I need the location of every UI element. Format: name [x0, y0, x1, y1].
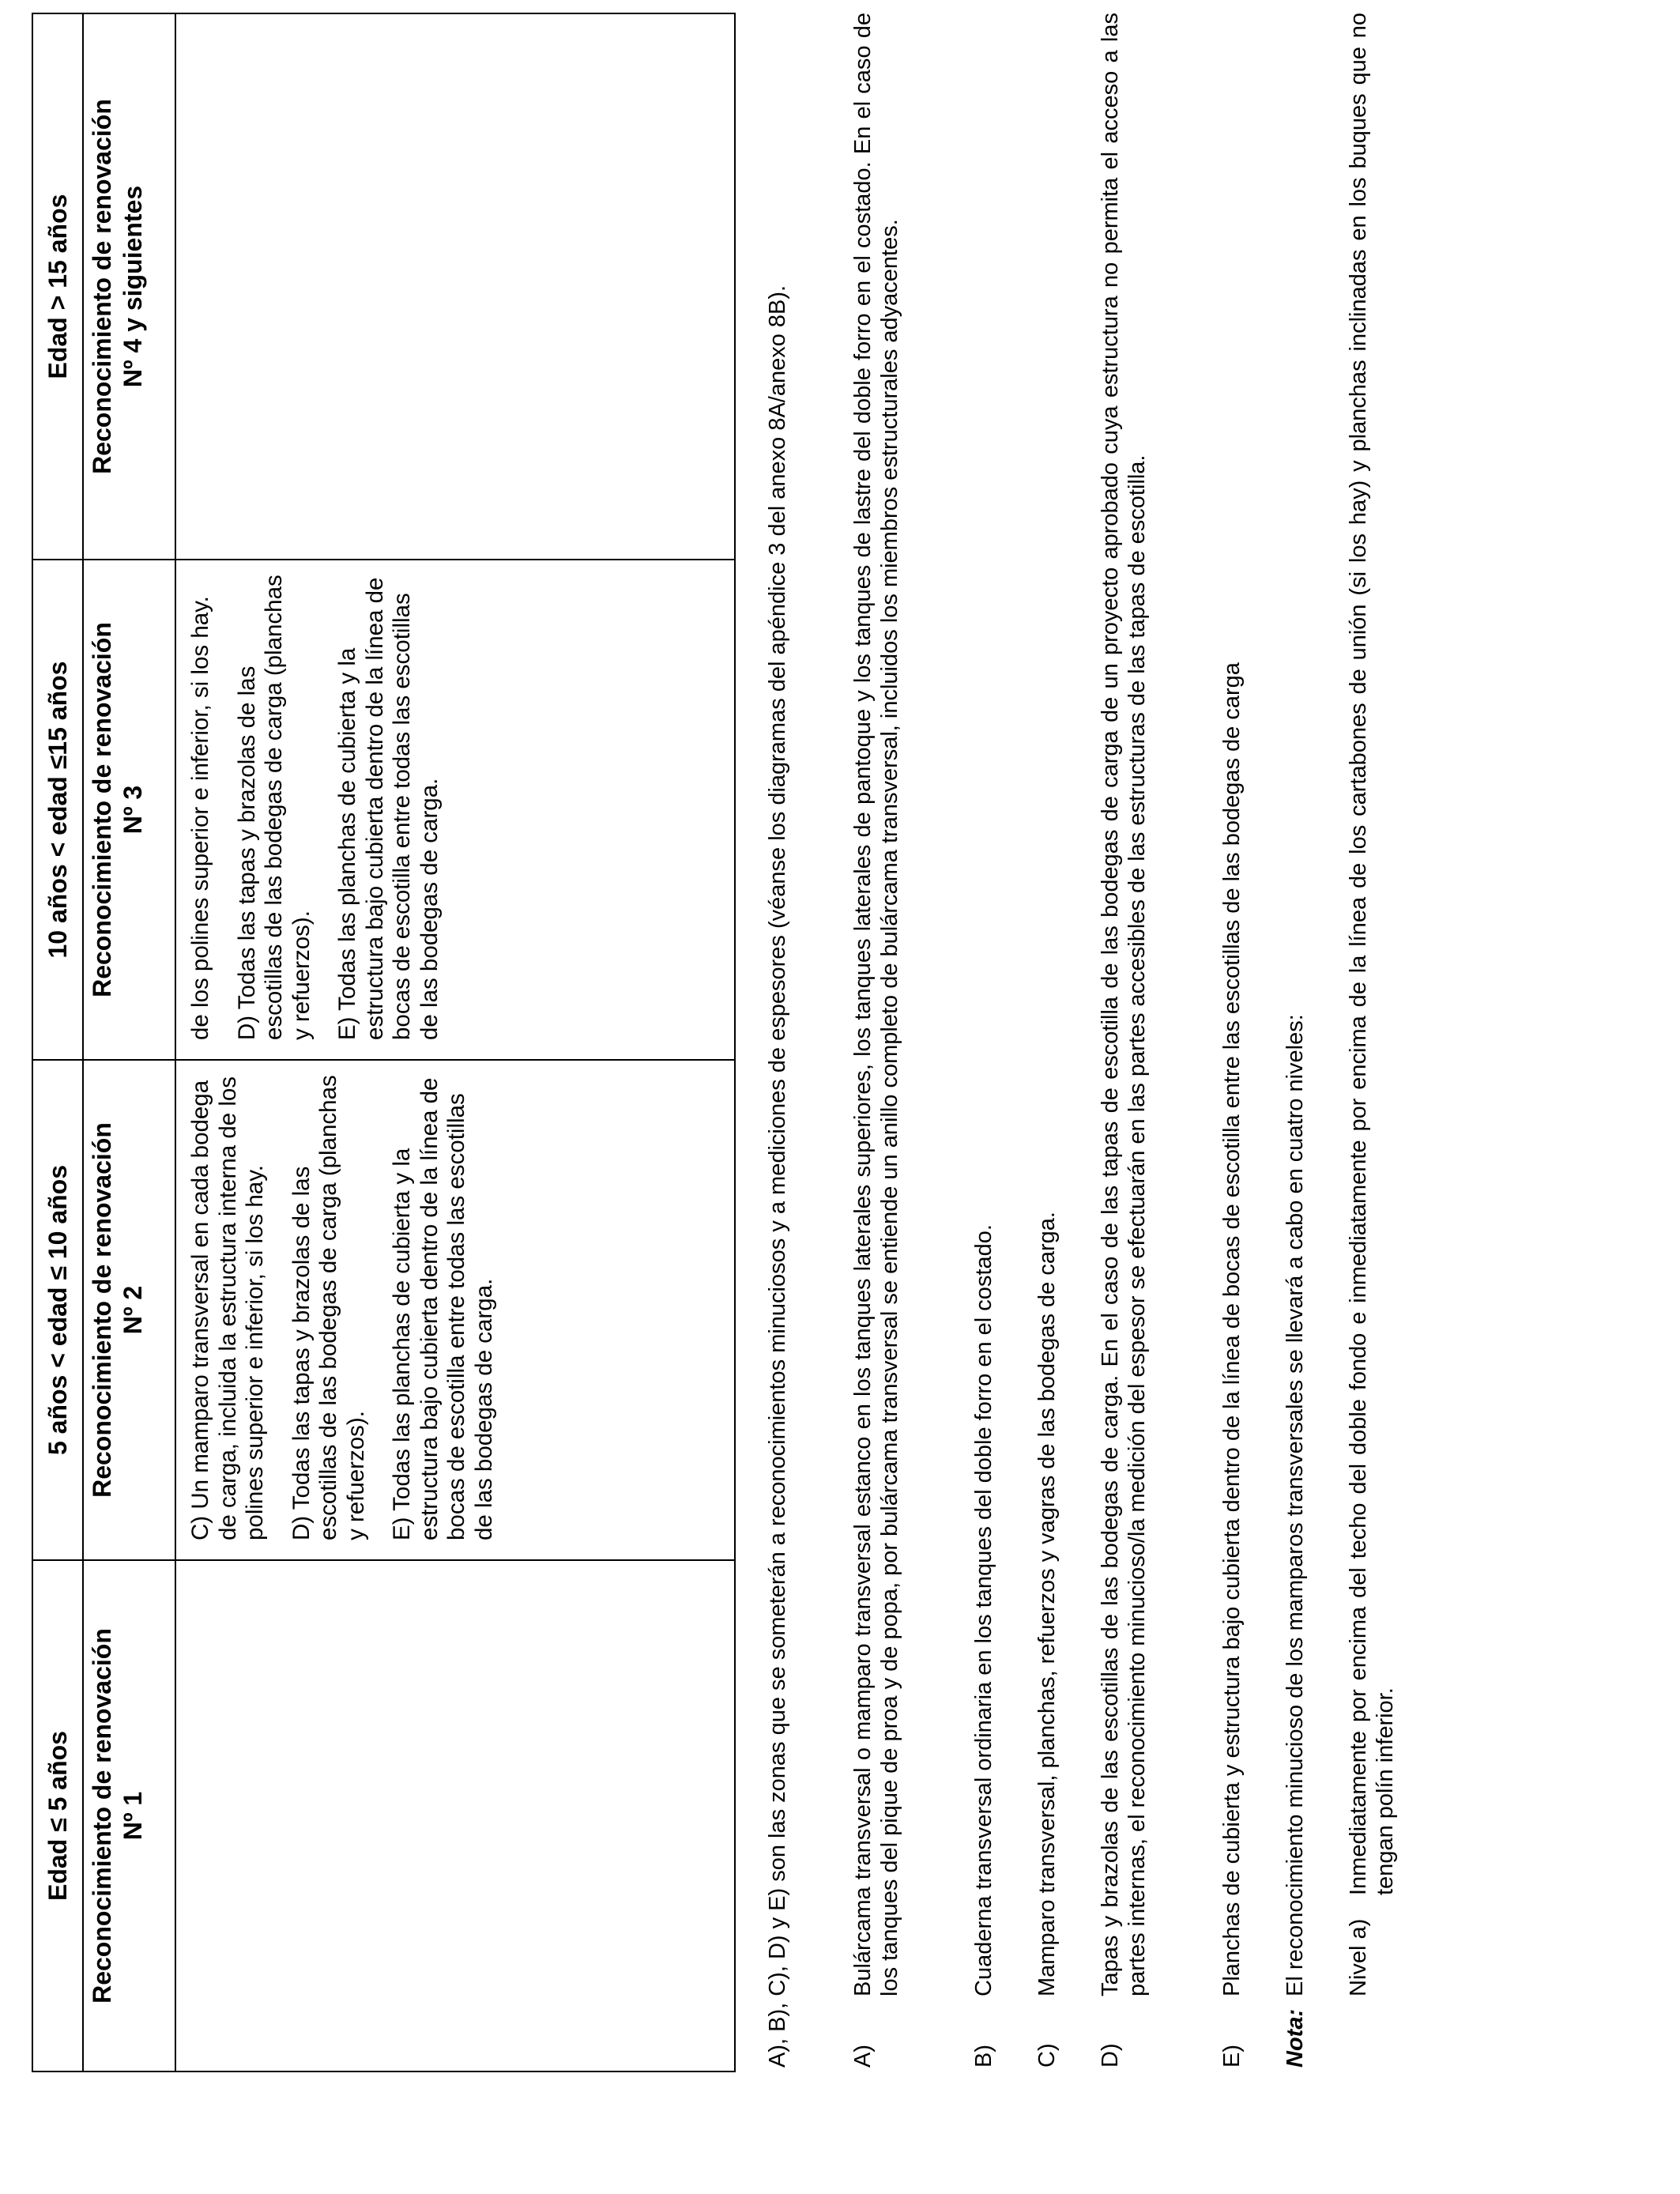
table-column-4 [33, 14, 734, 560]
survey-number: Nº 2 [119, 1285, 147, 1335]
cell-paragraph: D) Todas las tapas y brazolas de las escotillas de las bodegas de carga (planchas y refuerzos). [288, 1075, 369, 1540]
table-cell [176, 1061, 734, 1559]
item-text: Cuaderna transversal ordinaria en los tanques del doble forro en el costado. [971, 1224, 996, 1996]
level-label: Nivel a) [1346, 1918, 1371, 1996]
cell-paragraph: E) Todas las planchas de cubierta y la estructura bajo cubierta dentro de la línea de bocas de escotilla entre todas las escotillas de las bodegas de carga. [389, 1077, 497, 1540]
column-survey-header [84, 1561, 176, 2071]
item-text: Bulárcama transversal o mamparo transversal estanco en los tanques laterales superiores, los tanques laterales de pantoque y los tanques de lastre del doble forro en el costado. En el caso de los tanques del pique de proa y de popa, por bulárcama transversal se entiende un anillo completo de bulárcama transversal, incluidos los miembros estructurales adyacentes. [850, 13, 902, 1996]
column-survey-header [84, 1061, 176, 1559]
table-column-2 [33, 1061, 734, 1561]
column-age-header: Edad > 15 años [33, 14, 84, 559]
column-age-header: 5 años < edad ≤ 10 años [33, 1061, 84, 1559]
cell-paragraph: E) Todas las planchas de cubierta y la estructura bajo cubierta dentro de la línea de bocas de escotilla entre todas las escotillas de las bodegas de carga. [334, 577, 443, 1040]
survey-number: Nº 3 [119, 785, 147, 835]
level-text: Inmediatamente por encima del techo del doble fondo e inmediatamente por encima de la línea de los cartabones de unión (si los hay) y planchas inclinadas en los buques que no tengan polín inferior. [1346, 13, 1398, 1895]
item-text: Mamparo transversal, planchas, refuerzos y vagras de las bodegas de carga. [1034, 1212, 1060, 1996]
survey-number: Nº 1 [119, 1791, 147, 1841]
column-survey-header [84, 560, 176, 1059]
item-label: B) [971, 2045, 996, 2068]
nota-label: Nota: [1283, 2008, 1308, 2068]
intro-paragraph: A), B), C), D) y E) son las zonas que se someterán a reconocimientos minuciosos y a mediciones de espesores (véanse los diagramas del apéndice 3 del anexo 8A/anexo 8B). [765, 285, 790, 2068]
survey-title: Reconocimiento de renovación [88, 1122, 116, 1498]
column-age-header: 10 años < edad ≤15 años [33, 560, 84, 1059]
item-text: Planchas de cubierta y estructura bajo cubierta dentro de la línea de bocas de escotilla entre las escotillas de las bodegas de carga [1219, 662, 1245, 1996]
nota-text: El reconocimiento minucioso de los mamparos transversales se llevará a cabo en cuatro niveles: [1283, 1014, 1308, 1996]
table-cell [176, 1561, 734, 2071]
cell-paragraph: C) Un mamparo transversal en cada bodega de carga, incluida la estructura interna de los polines superior e inferior, si los hay. [187, 1076, 268, 1540]
item-label: C) [1034, 2043, 1060, 2068]
item-label: E) [1219, 2045, 1245, 2068]
item-text: Tapas y brazolas de las escotillas de las bodegas de carga. En el caso de las tapas de escotilla de las bodegas de carga de un proyecto aprobado cuya estructura no permita el acceso a las partes internas, el reconocimiento minucioso/la medición del espesor se efectuarán en las partes accesibles de las estructuras de las tapas de escotilla. [1098, 13, 1150, 1996]
column-age-header: Edad ≤ 5 años [33, 1561, 84, 2071]
survey-title: Reconocimiento de renovación [88, 1628, 116, 2004]
item-label: D) [1098, 2043, 1123, 2068]
survey-title: Reconocimiento de renovación [88, 622, 116, 997]
table-column-3 [33, 560, 734, 1061]
survey-number: Nº 4 y siguientes [119, 185, 147, 388]
item-label: A) [850, 2045, 876, 2068]
cell-paragraph: D) Todas las tapas y brazolas de las escotillas de las bodegas de carga (planchas y refuerzos). [233, 575, 315, 1040]
table-column-1 [33, 1561, 734, 2071]
table-cell [176, 560, 734, 1059]
table-cell [176, 14, 734, 559]
column-survey-header [84, 14, 176, 559]
survey-title: Reconocimiento de renovación [88, 99, 116, 474]
survey-table [32, 13, 736, 2072]
cell-paragraph: de los polines superior e inferior, si los hay. [187, 596, 213, 1040]
